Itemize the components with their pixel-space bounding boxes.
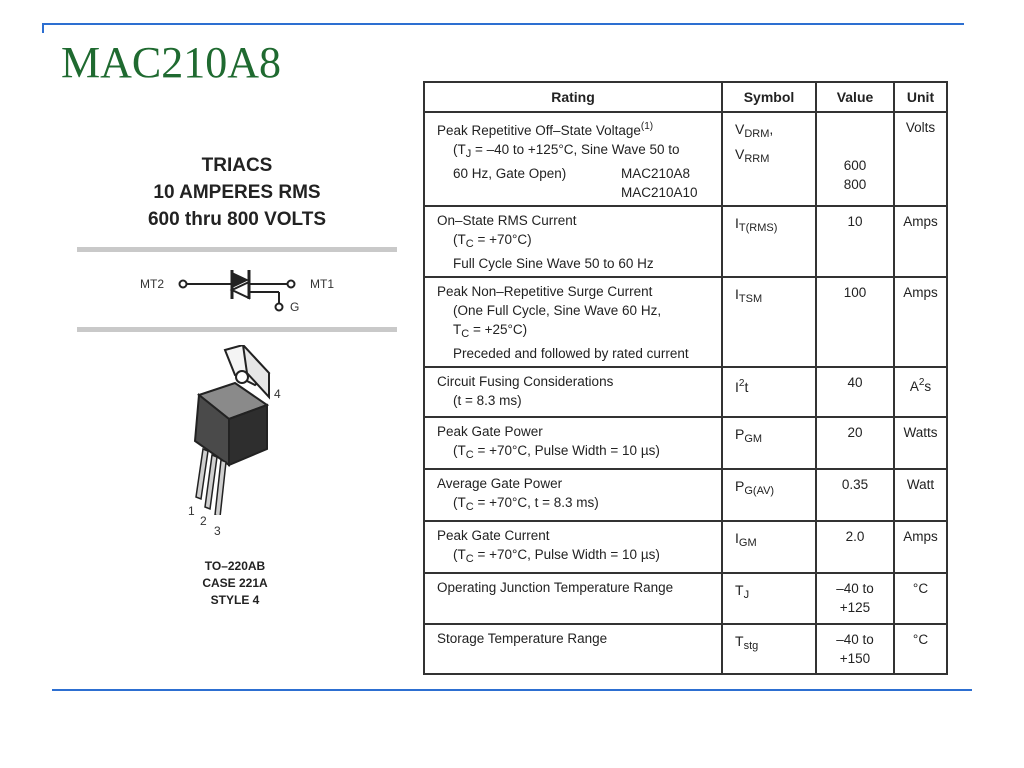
value-cell: –40 to +150 bbox=[816, 624, 894, 674]
symbol-cell: $P_{G(AV)}$ bbox=[722, 469, 816, 521]
device-heading-line-3: 600 thru 800 VOLTS bbox=[147, 209, 327, 230]
symbol-cell: $I_{GM}$ bbox=[722, 521, 816, 573]
unit-cell: °C bbox=[894, 624, 947, 674]
ratings-table bbox=[423, 81, 948, 675]
unit-cell: Volts bbox=[894, 112, 947, 206]
rating-cell: Circuit Fusing Considerations (t = 8.3 ms) bbox=[424, 367, 722, 417]
device-heading-line-1: TRIACS bbox=[201, 155, 273, 176]
package-line-2: CASE 221A bbox=[202, 576, 268, 590]
table-row bbox=[424, 277, 947, 367]
rating-cell: Peak Gate Current ($T_C = +70^\circ C$, Pulse Width = 10 µs) bbox=[424, 521, 722, 573]
value-cell: 600 800 bbox=[816, 112, 894, 206]
device-heading-line-2: 10 AMPERES RMS bbox=[153, 182, 321, 203]
value-cell: 40 bbox=[816, 367, 894, 417]
symbol-cell: $P_{GM}$ bbox=[722, 417, 816, 469]
terminal-mt1-label: MT1 bbox=[310, 277, 334, 291]
divider-bottom bbox=[77, 327, 397, 332]
unit-cell: Amps bbox=[894, 206, 947, 277]
value-cell: 10 bbox=[816, 206, 894, 277]
unit-cell: Watt bbox=[894, 469, 947, 521]
unit-cell: Watts bbox=[894, 417, 947, 469]
package-line-3: STYLE 4 bbox=[210, 593, 260, 607]
symbol-cell: $T_{stg}$ bbox=[722, 624, 816, 674]
package-line-1: TO–220AB bbox=[204, 559, 266, 573]
table-header-row bbox=[424, 82, 947, 112]
package-label bbox=[150, 558, 320, 609]
pin-4-label: 4 bbox=[274, 387, 281, 401]
triac-symbol-icon bbox=[175, 262, 305, 320]
symbol-cell: $I_{T(RMS)}$ bbox=[722, 206, 816, 277]
table-row bbox=[424, 624, 947, 674]
header-rating: Rating bbox=[424, 82, 722, 112]
terminal-mt2-label: MT2 bbox=[140, 277, 164, 291]
value-cell: 0.35 bbox=[816, 469, 894, 521]
table-row bbox=[424, 417, 947, 469]
bottom-rule bbox=[52, 689, 972, 691]
symbol-cell: $T_J$ bbox=[722, 573, 816, 624]
rating-cell: Peak Non–Repetitive Surge Current (One Full Cycle, Sine Wave 60 Hz, $T_C = +25^\circ C$) Preceded and followed by rated current bbox=[424, 277, 722, 367]
rating-cell: Operating Junction Temperature Range bbox=[424, 573, 722, 624]
slide-title: MAC210A8 bbox=[61, 38, 282, 87]
value-cell: 20 bbox=[816, 417, 894, 469]
rating-cell: Peak Gate Power ($T_C = +70^\circ C$, Pulse Width = 10 µs) bbox=[424, 417, 722, 469]
table-row bbox=[424, 206, 947, 277]
value-cell: 100 bbox=[816, 277, 894, 367]
unit-cell: $A^2s$ bbox=[894, 367, 947, 417]
device-heading bbox=[78, 152, 396, 233]
header-value: Value bbox=[816, 82, 894, 112]
pin-1-label: 1 bbox=[188, 504, 195, 518]
unit-cell: Amps bbox=[894, 277, 947, 367]
rating-cell: Average Gate Power ($T_C = +70^\circ C$, t = 8.3 ms) bbox=[424, 469, 722, 521]
to220-package-icon bbox=[185, 345, 295, 515]
symbol-cell: $I^2t$ bbox=[722, 367, 816, 417]
rating-cell: Peak Repetitive Off–State Voltage$^{(1)}$ ($T_J = -40$ to +125°C, Sine Wave 50 to 60 Hz, Gate Open) MAC210A8 MAC210A10 bbox=[424, 112, 722, 206]
rating-cell: Storage Temperature Range bbox=[424, 624, 722, 674]
pin-3-label: 3 bbox=[214, 524, 221, 538]
table-row bbox=[424, 112, 947, 206]
table-row bbox=[424, 469, 947, 521]
table-row bbox=[424, 521, 947, 573]
unit-cell: Amps bbox=[894, 521, 947, 573]
header-unit: Unit bbox=[894, 82, 947, 112]
divider-top bbox=[77, 247, 397, 252]
unit-cell: °C bbox=[894, 573, 947, 624]
rating-cell: On–State RMS Current $(T_C = +70^\circ C)$ Full Cycle Sine Wave 50 to 60 Hz bbox=[424, 206, 722, 277]
value-cell: 2.0 bbox=[816, 521, 894, 573]
table-row bbox=[424, 367, 947, 417]
table-row bbox=[424, 573, 947, 624]
top-rule-tick bbox=[42, 23, 44, 33]
symbol-cell: $V_{DRM}$, $V_{RRM}$ bbox=[722, 112, 816, 206]
symbol-cell: $I_{TSM}$ bbox=[722, 277, 816, 367]
value-cell: –40 to +125 bbox=[816, 573, 894, 624]
terminal-gate-label: G bbox=[290, 300, 300, 314]
header-symbol: Symbol bbox=[722, 82, 816, 112]
top-rule bbox=[44, 23, 964, 25]
pin-2-label: 2 bbox=[200, 514, 207, 528]
